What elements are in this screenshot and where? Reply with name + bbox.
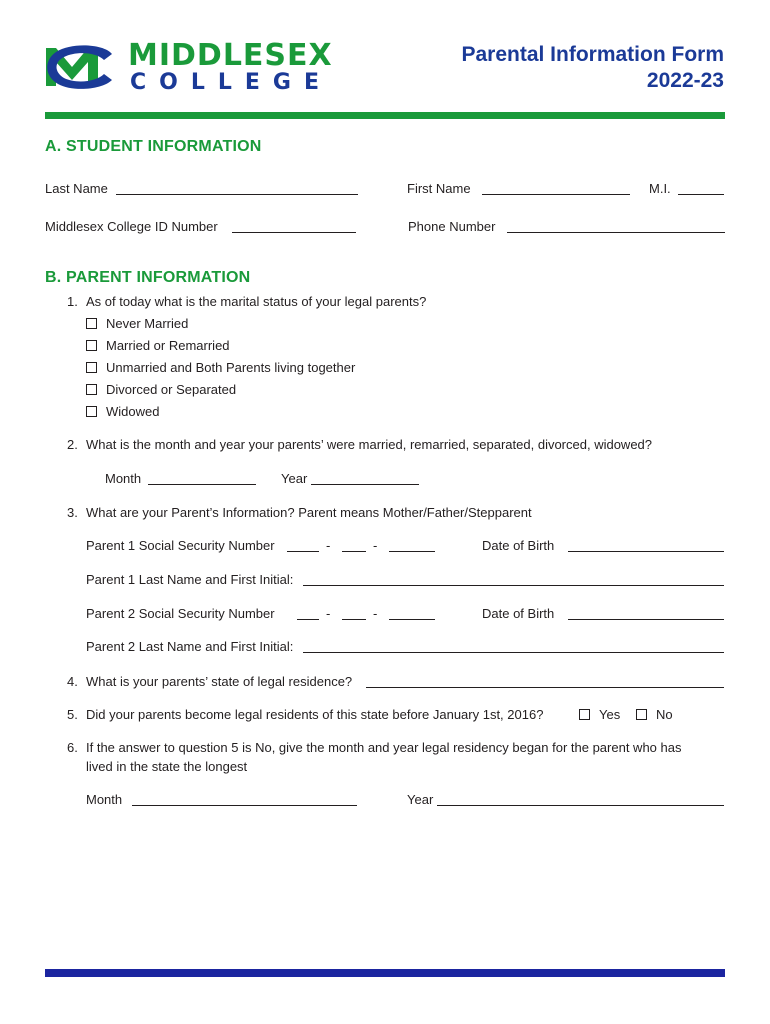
p2-name-label: Parent 2 Last Name and First Initial: xyxy=(86,639,294,654)
q6-text-line2: lived in the state the longest xyxy=(86,759,248,774)
p1-ssn-label: Parent 1 Social Security Number xyxy=(86,538,275,553)
q5-no-option[interactable] xyxy=(636,707,673,723)
q6-text-line1: If the answer to question 5 is No, give the month and year legal residency began for the parent who has xyxy=(86,740,682,755)
q2-year-field[interactable] xyxy=(311,484,419,485)
p2-dob-label: Date of Birth xyxy=(482,606,555,621)
footer-divider xyxy=(45,969,725,977)
option-label: Widowed xyxy=(106,404,160,419)
p2-ssn-part3[interactable] xyxy=(389,619,435,620)
p1-ssn-part1[interactable] xyxy=(287,551,319,552)
checkbox-icon[interactable] xyxy=(636,709,647,720)
q2-number: 2. xyxy=(67,437,78,452)
q6-year-label: Year xyxy=(407,792,434,807)
checkbox-icon[interactable] xyxy=(86,318,97,329)
option-widowed[interactable] xyxy=(86,404,159,420)
q6-number: 6. xyxy=(67,740,78,755)
no-label: No xyxy=(656,707,673,722)
section-a-heading: A. STUDENT INFORMATION xyxy=(45,138,262,155)
college-id-label: Middlesex College ID Number xyxy=(45,219,218,234)
option-divorced[interactable] xyxy=(86,382,236,398)
option-label: Divorced or Separated xyxy=(106,382,237,397)
mi-field[interactable] xyxy=(678,194,724,195)
q5-text: Did your parents become legal residents of this state before January 1st, 2016? xyxy=(86,707,544,722)
form-title xyxy=(461,42,724,94)
p2-name-field[interactable] xyxy=(303,652,724,653)
last-name-field[interactable] xyxy=(116,194,358,195)
ssn-dash: - xyxy=(326,538,331,553)
q4-number: 4. xyxy=(67,674,78,689)
p1-ssn-part3[interactable] xyxy=(389,551,435,552)
phone-field[interactable] xyxy=(507,232,725,233)
q4-residence-field[interactable] xyxy=(366,687,724,688)
logo-wordmark-bottom: COLLEGE xyxy=(130,70,332,95)
first-name-label: First Name xyxy=(407,181,471,196)
last-name-label: Last Name xyxy=(45,181,108,196)
college-id-field[interactable] xyxy=(232,232,356,233)
checkbox-icon[interactable] xyxy=(86,340,97,351)
option-never-married[interactable] xyxy=(86,316,188,332)
q2-month-label: Month xyxy=(105,471,142,486)
checkbox-icon[interactable] xyxy=(86,406,97,417)
logo-wordmark-top: MIDDLESEX xyxy=(128,38,333,73)
option-unmarried-together[interactable] xyxy=(86,360,355,376)
p1-name-label: Parent 1 Last Name and First Initial: xyxy=(86,572,294,587)
p1-name-field[interactable] xyxy=(303,585,724,586)
ssn-dash: - xyxy=(326,606,331,621)
q2-text: What is the month and year your parents’ were married, remarried, separated, divorced, widowed? xyxy=(86,437,653,452)
q5-yes-option[interactable] xyxy=(579,707,620,723)
p2-ssn-part2[interactable] xyxy=(342,619,366,620)
q6-year-field[interactable] xyxy=(437,805,724,806)
phone-label: Phone Number xyxy=(408,219,496,234)
q2-year-label: Year xyxy=(281,471,308,486)
q6-month-label: Month xyxy=(86,792,123,807)
checkbox-icon[interactable] xyxy=(86,384,97,395)
first-name-field[interactable] xyxy=(482,194,630,195)
option-label: Married or Remarried xyxy=(106,338,230,353)
p2-ssn-label: Parent 2 Social Security Number xyxy=(86,606,275,621)
p1-dob-label: Date of Birth xyxy=(482,538,555,553)
mc-logo-icon xyxy=(42,40,118,92)
option-label: Unmarried and Both Parents living together xyxy=(106,360,356,375)
q3-number: 3. xyxy=(67,505,78,520)
q3-text: What are your Parent’s Information? Parent means Mother/Father/Stepparent xyxy=(86,505,532,520)
p1-ssn-part2[interactable] xyxy=(342,551,366,552)
q6-month-field[interactable] xyxy=(132,805,357,806)
p1-dob-field[interactable] xyxy=(568,551,724,552)
header-divider xyxy=(45,112,725,119)
ssn-dash: - xyxy=(373,606,378,621)
option-label: Never Married xyxy=(106,316,189,331)
checkbox-icon[interactable] xyxy=(579,709,590,720)
form-title-line1: Parental Information Form xyxy=(461,43,724,66)
form-title-year: 2022-23 xyxy=(646,69,724,92)
q1-text: As of today what is the marital status of your legal parents? xyxy=(86,294,427,309)
q2-month-field[interactable] xyxy=(148,484,256,485)
checkbox-icon[interactable] xyxy=(86,362,97,373)
section-b-heading: B. PARENT INFORMATION xyxy=(45,269,251,286)
q5-number: 5. xyxy=(67,707,78,722)
p2-dob-field[interactable] xyxy=(568,619,724,620)
ssn-dash: - xyxy=(373,538,378,553)
option-married[interactable] xyxy=(86,338,230,354)
mi-label: M.I. xyxy=(649,181,671,196)
p2-ssn-part1[interactable] xyxy=(297,619,319,620)
q4-text: What is your parents’ state of legal residence? xyxy=(86,674,353,689)
q1-number: 1. xyxy=(67,294,78,309)
yes-label: Yes xyxy=(599,707,621,722)
